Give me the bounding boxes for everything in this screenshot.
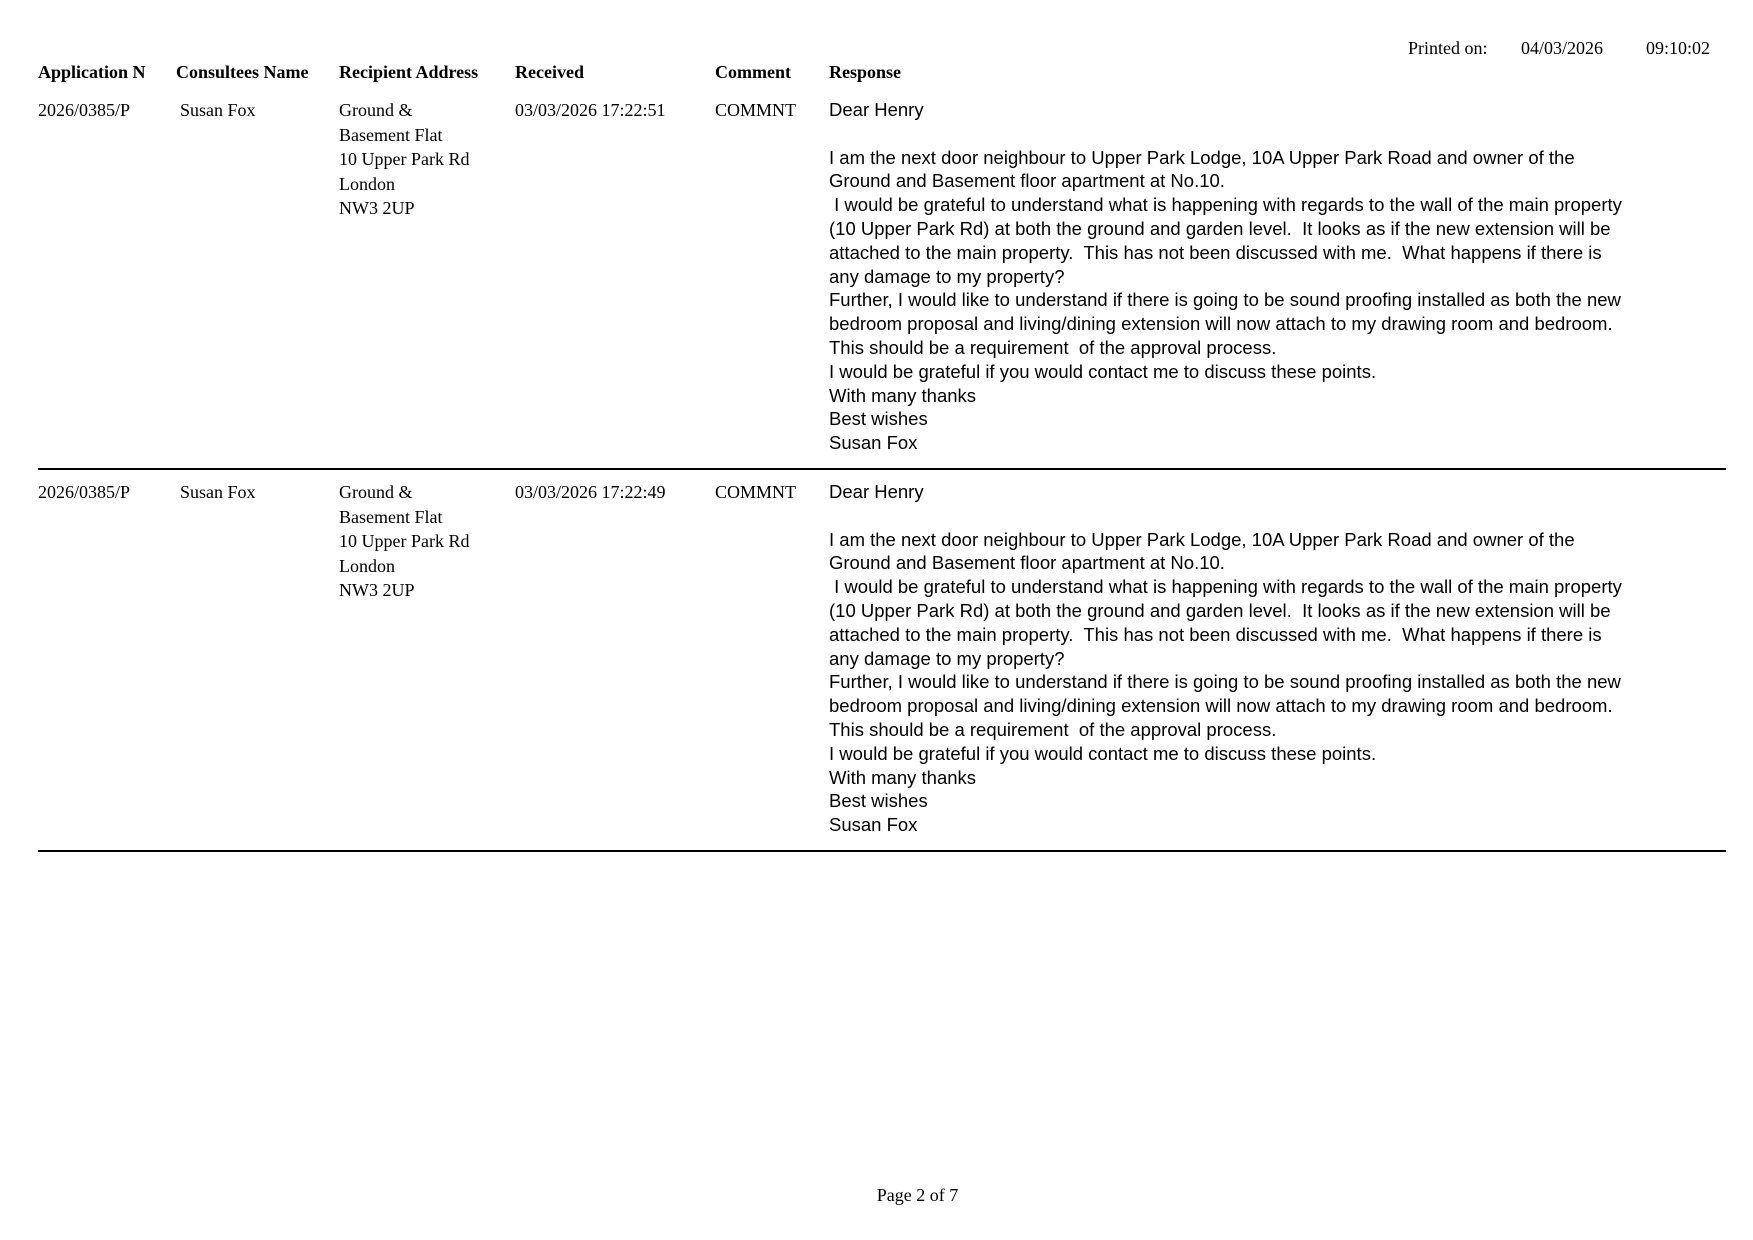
comment-type: COMMNT <box>715 482 797 502</box>
response-line: Best wishes <box>829 790 928 812</box>
header-response: Response <box>829 62 902 82</box>
response-line: I would be grateful to understand what is happening with regards to the wall of the main property <box>829 194 1622 216</box>
comment-type: COMMNT <box>715 100 797 120</box>
printed-on-date: 04/03/2026 <box>1521 38 1604 58</box>
received-datetime: 03/03/2026 17:22:51 <box>515 100 666 120</box>
address-line: Ground & <box>339 100 413 120</box>
address-line: London <box>339 555 395 576</box>
response-line: (10 Upper Park Rd) at both the ground and garden level. It looks as if the new extension will be <box>829 217 1611 239</box>
header-received: Received <box>515 62 584 82</box>
printed-on-label: Printed on: <box>1408 38 1488 58</box>
response-line <box>829 504 1622 528</box>
response-line <box>829 122 1622 146</box>
address-line: Basement Flat <box>339 124 443 145</box>
response-line: Further, I would like to understand if there is going to be sound proofing installed as both the new <box>829 289 1621 311</box>
response-line: bedroom proposal and living/dining extension will now attach to my drawing room and bedroom. <box>829 695 1613 717</box>
header-consultee: Consultees Name <box>176 62 309 82</box>
row-divider <box>38 850 1726 852</box>
response-line: I am the next door neighbour to Upper Park Lodge, 10A Upper Park Road and owner of the <box>829 146 1575 168</box>
page-number: Page 2 of 7 <box>876 1185 959 1205</box>
row-divider <box>38 468 1726 470</box>
response-line: attached to the main property. This has not been discussed with me. What happens if there is <box>829 623 1602 645</box>
response-line: any damage to my property? <box>829 647 1065 669</box>
consultee-name: Susan Fox <box>180 482 256 502</box>
response-line: I would be grateful if you would contact me to discuss these points. <box>829 360 1377 382</box>
header-address: Recipient Address <box>339 62 479 82</box>
address-line: NW3 2UP <box>339 580 415 600</box>
response-line: Dear Henry <box>829 481 924 502</box>
header-application: Application N <box>38 62 146 82</box>
address-line: NW3 2UP <box>339 198 415 218</box>
application-number: 2026/0385/P <box>38 100 131 120</box>
response-line: Ground and Basement floor apartment at No.10. <box>829 552 1225 574</box>
address-line: Ground & <box>339 482 413 502</box>
response-line: I would be grateful to understand what is happening with regards to the wall of the main property <box>829 576 1622 598</box>
response-line: attached to the main property. This has not been discussed with me. What happens if there is <box>829 241 1602 263</box>
response-line: Ground and Basement floor apartment at No.10. <box>829 170 1225 192</box>
response-line: With many thanks <box>829 384 977 406</box>
address-line: London <box>339 173 395 194</box>
recipient-address <box>339 480 469 603</box>
received-datetime: 03/03/2026 17:22:49 <box>515 482 666 502</box>
response-line: With many thanks <box>829 766 977 788</box>
address-line: 10 Upper Park Rd <box>339 531 470 551</box>
response-line: I am the next door neighbour to Upper Park Lodge, 10A Upper Park Road and owner of the <box>829 528 1575 550</box>
response-line: any damage to my property? <box>829 265 1065 287</box>
response-line: bedroom proposal and living/dining extension will now attach to my drawing room and bedroom. <box>829 313 1613 335</box>
response-line: (10 Upper Park Rd) at both the ground and garden level. It looks as if the new extension will be <box>829 599 1611 621</box>
recipient-address <box>339 98 469 221</box>
response-line: I would be grateful if you would contact me to discuss these points. <box>829 742 1377 764</box>
response-line: Further, I would like to understand if there is going to be sound proofing installed as both the new <box>829 671 1621 693</box>
application-number: 2026/0385/P <box>38 482 131 502</box>
address-line: 10 Upper Park Rd <box>339 149 470 169</box>
header-comment: Comment <box>715 62 791 82</box>
response-line: Susan Fox <box>829 432 918 454</box>
response-line: Susan Fox <box>829 814 918 836</box>
address-line: Basement Flat <box>339 506 443 527</box>
response-text <box>829 98 1622 455</box>
response-text <box>829 480 1622 837</box>
response-line: Best wishes <box>829 408 928 430</box>
response-line: This should be a requirement of the approval process. <box>829 336 1277 358</box>
consultee-name: Susan Fox <box>180 100 256 120</box>
printed-on-time: 09:10:02 <box>1646 38 1711 58</box>
response-line: Dear Henry <box>829 99 924 120</box>
response-line: This should be a requirement of the approval process. <box>829 718 1277 740</box>
